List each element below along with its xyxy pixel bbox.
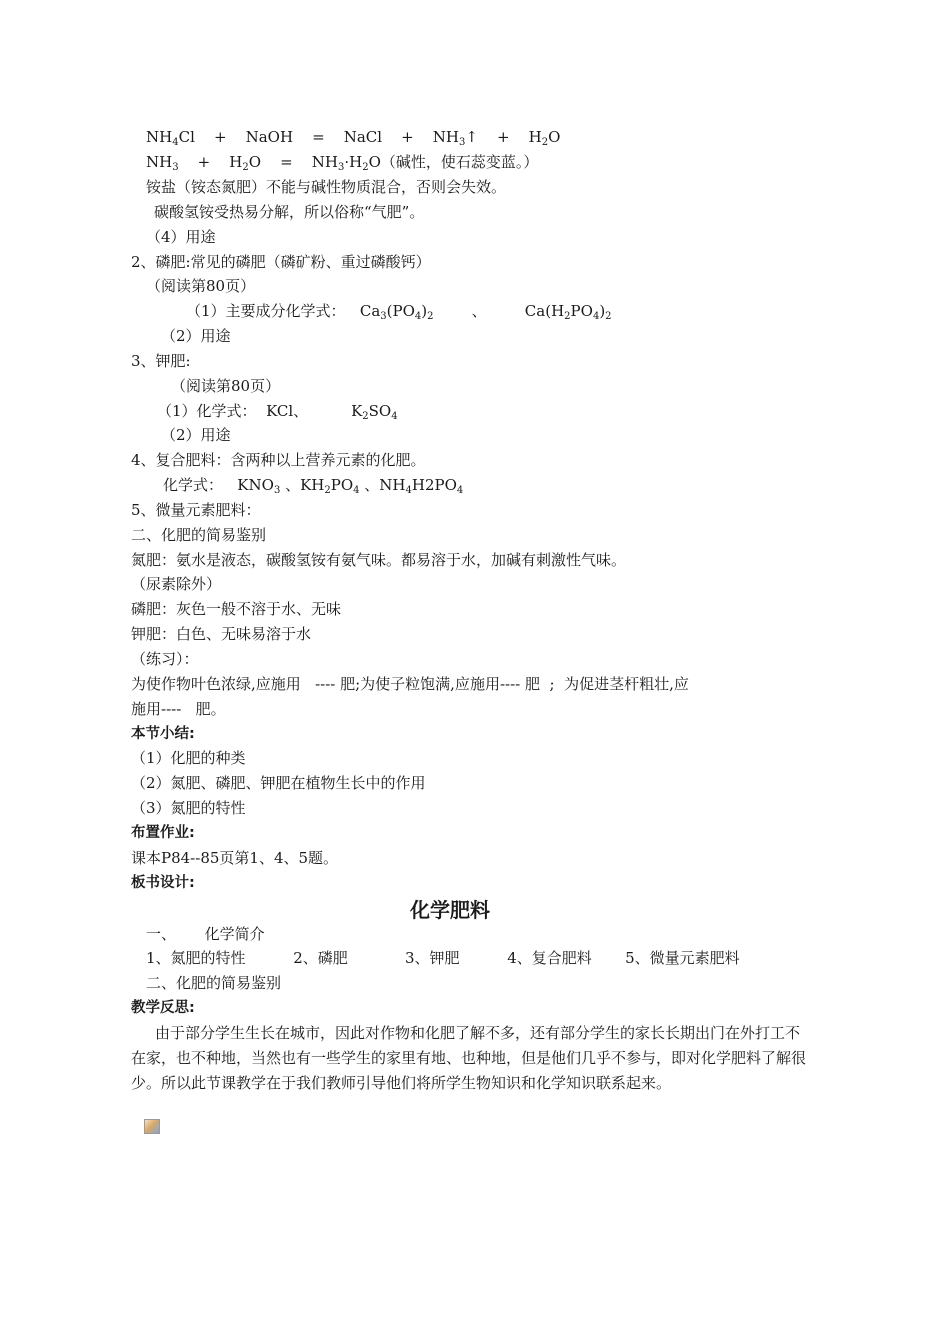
potash-identify: 钾肥：白色、无味易溶于水 xyxy=(131,625,312,643)
image-placeholder-icon xyxy=(144,1119,160,1134)
summary-item-3: （3）氮肥的特性 xyxy=(131,799,246,817)
board-items: 1、氮肥的特性 2、磷肥 3、钾肥 4、复合肥料 5、微量元素肥料 xyxy=(146,949,740,967)
exercise-line-1: 为使作物叶色浓绿,应施用 ---- 肥;为使子粒饱满,应施用---- 肥 ; 为促进茎杆粗壮,应 xyxy=(131,675,689,693)
compound-heading: 4、复合肥料：含两种以上营养元素的化肥。 xyxy=(131,451,426,469)
potash-formula: （1）化学式： KCl、 $K_2SO_4$ xyxy=(157,402,398,422)
phosphate-use: （2）用途 xyxy=(161,327,231,345)
identify-heading: 二、化肥的简易鉴别 xyxy=(131,526,267,544)
homework-heading: 布置作业: xyxy=(131,825,195,841)
potash-read: （阅读第80页） xyxy=(171,377,281,395)
equation-ammonium-chloride: $NH_4Cl$ + NaOH = NaCl + $NH_3↑$ + $H_2O$ xyxy=(146,128,561,148)
bicarbonate-note: 碳酸氢铵受热易分解，所以俗称“气肥”。 xyxy=(154,203,425,221)
equation-ammonia-water: $NH_3$ + $H_2O$ = $NH_3\cdot H_2O$（碱性，使石蕊变蓝。） xyxy=(146,153,539,173)
phosphate-read: （阅读第80页） xyxy=(146,277,256,295)
summary-heading: 本节小结: xyxy=(131,726,195,742)
homework-text: 课本P84--85页第1、4、5题。 xyxy=(131,849,339,867)
ammonium-note: 铵盐（铵态氮肥）不能与碱性物质混合，否则会失效。 xyxy=(146,178,507,196)
phosphate-identify: 磷肥：灰色一般不溶于水、无味 xyxy=(131,600,342,618)
reflection-paragraph: 由于部分学生生长在城市，因此对作物和化肥了解不多，还有部分学生的家长长期出门在外打工不在家，也不种地，当然也有一些学生的家里有地、也种地，但是他们几乎不参与，即对化学肥料了解很少。所以此节课教学在于我们教师引导他们将所学生物知识和化学知识联系起来。 xyxy=(131,1024,807,1092)
board-title: 化学肥料 xyxy=(410,898,490,922)
board-heading: 板书设计: xyxy=(131,875,195,891)
summary-item-2: （2）氮肥、磷肥、钾肥在植物生长中的作用 xyxy=(131,774,426,792)
board-section-one: 一、 化学简介 xyxy=(146,925,265,943)
trace-heading: 5、微量元素肥料： xyxy=(131,501,261,519)
exercise-label: （练习）： xyxy=(131,650,199,668)
use-4: （4）用途 xyxy=(146,228,216,246)
summary-item-1: （1）化肥的种类 xyxy=(131,749,246,767)
exercise-line-2: 施用---- 肥。 xyxy=(131,700,226,718)
board-section-two: 二、化肥的简易鉴别 xyxy=(146,974,282,992)
urea-except: （尿素除外） xyxy=(131,575,222,593)
potash-use: （2）用途 xyxy=(161,426,231,444)
potash-heading: 3、钾肥: xyxy=(131,352,191,370)
nitrogen-identify: 氮肥：氨水是液态，碳酸氢铵有氨气味。都易溶于水，加碱有刺激性气味。 xyxy=(131,551,627,569)
compound-formula: 化学式： $KNO_3$ 、$KH_2PO_4$ 、$NH_4H2PO_4$ xyxy=(163,476,464,496)
phosphate-heading: 2、磷肥:常见的磷肥（磷矿粉、重过磷酸钙） xyxy=(131,253,431,271)
reflection-heading: 教学反思: xyxy=(131,1000,195,1016)
phosphate-formula: （1）主要成分化学式： $Ca_3(PO_4)_2$ 、 $Ca(H_2PO_4)_2$ xyxy=(186,302,612,322)
